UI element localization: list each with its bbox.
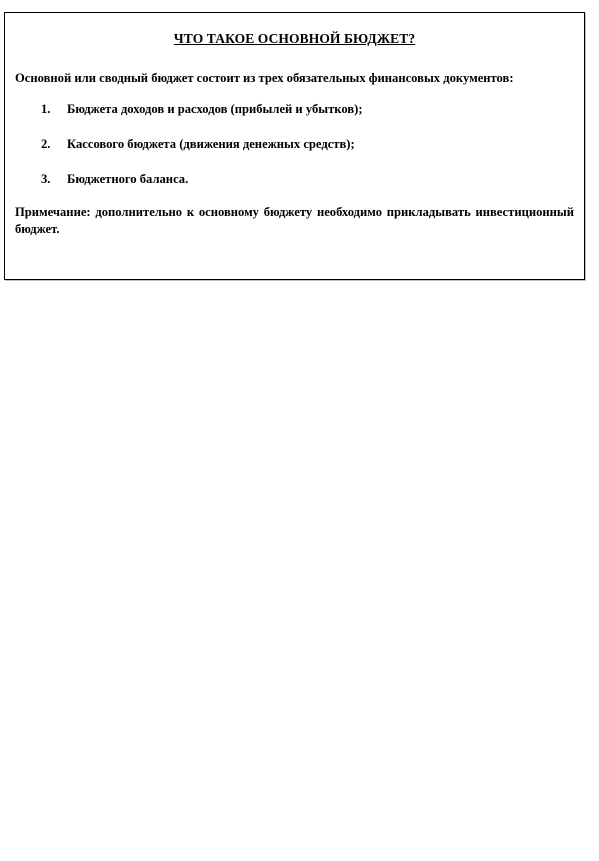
list-item: [15, 136, 574, 153]
list-item: [15, 171, 574, 188]
list-item-text: Бюджетного баланса.: [67, 172, 189, 186]
document-list: [15, 101, 574, 188]
intro-paragraph: Основной или сводный бюджет состоит из трех обязательных финансовых документов:: [15, 71, 514, 85]
document-title: ЧТО ТАКОЕ ОСНОВНОЙ БЮДЖЕТ?: [173, 31, 416, 46]
list-item: [15, 101, 574, 118]
list-item-number: 3.: [41, 172, 51, 186]
list-item-number: 1.: [41, 102, 51, 116]
note-paragraph: Примечание: дополнительно к основному бюджету необходимо прикладывать инвестиционный бюджет.: [15, 205, 574, 236]
list-item-text: Кассового бюджета (движения денежных средств);: [67, 137, 355, 151]
list-item-number: 2.: [41, 137, 51, 151]
text-box: [4, 12, 585, 280]
list-item-text: Бюджета доходов и расходов (прибылей и убытков);: [67, 102, 363, 116]
